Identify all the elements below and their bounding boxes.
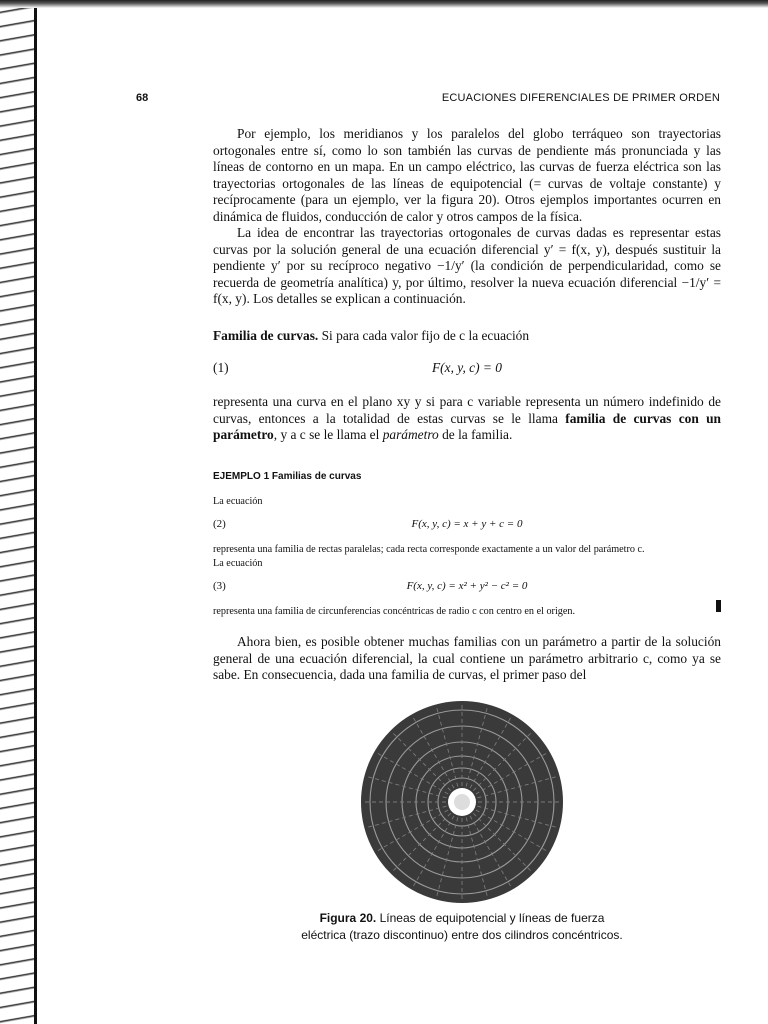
definition-block <box>213 394 721 444</box>
p3-text-a: representa una curva en el plano xy y si para c variable representa un número indefinido de curvas, entonces a la totalidad de estas curvas se le llama <box>213 394 721 426</box>
equation-formula-1: F(x, y, c) = 0 <box>431 360 502 375</box>
paragraph-3 <box>213 394 721 444</box>
caption-line-1: Líneas de equipotencial y líneas de fuerza <box>376 911 605 925</box>
familia-heading: Familia de curvas. <box>213 328 319 343</box>
p3-bold-term: familia de curvas con un parámetro <box>213 410 721 442</box>
p3-italic-term: parámetro <box>382 427 439 442</box>
body-text-block <box>213 126 721 308</box>
example-intro-2: La ecuación <box>213 558 263 569</box>
equation-number-1: (1) <box>213 360 229 375</box>
end-of-example-mark <box>716 600 721 612</box>
caption-line-2: eléctrica (trazo discontinuo) entre dos cilindros concéntricos. <box>301 928 623 942</box>
running-title: ECUACIONES DIFERENCIALES DE PRIMER ORDEN <box>441 92 720 104</box>
equation-formula-2: F(x, y, c) = x + y + c = 0 <box>411 518 523 530</box>
paragraph-1: Por ejemplo, los meridianos y los paralelos del globo terráqueo son trayectorias ortogonales entre sí, como lo son también las curvas de pendiente más pronunciada y las líneas de contorno en un mapa. En un campo eléctrico, las curvas de fuerza eléctrica son las trayectorias ortogonales de las líneas de equipotencial (= curvas de voltaje constante) y recíprocamente (para un ejemplo, ver la figura 20). Otros ejemplos importantes ocurren en dinámica de fluidos, conducción de calor y otros campos de la física. <box>213 126 721 224</box>
running-header <box>136 92 720 108</box>
figure-caption <box>260 910 664 944</box>
equation-formula-3: F(x, y, c) = x² + y² − c² = 0 <box>406 580 528 592</box>
familia-heading-line <box>213 328 721 345</box>
p3-text-b: , y a c se le llama el <box>273 427 383 442</box>
familia-paragraph <box>213 328 721 345</box>
page-number: 68 <box>136 92 149 104</box>
familia-text: Si para cada valor fijo de c la ecuación <box>318 328 530 343</box>
equation-number-3: (3) <box>213 580 226 592</box>
p3-text-c: de la familia. <box>438 427 513 442</box>
example-title: EJEMPLO 1 Familias de curvas <box>213 471 362 482</box>
page-top-edge <box>0 0 768 8</box>
equation-2 <box>213 518 721 536</box>
paragraph-2: La idea de encontrar las trayectorias ortogonales de curvas dadas es representar estas curvas por la solución general de una ecuación diferencial y′ = f(x, y), después sustituir la pendiente y′ por su recíproco negativo −1/y′ (la condición de perpendicularidad, como se recuerda de geometría analítica) y, por último, resolver la nueva ecuación diferencial −1/y′ = f(x, y). Los detalles se explican a continuación. <box>213 225 721 306</box>
inner-cylinder-core <box>454 794 470 810</box>
figure-label: Figura 20. <box>319 911 377 925</box>
example-after-eq3: representa una familia de circunferencias concéntricas de radio c con centro en el origen. <box>213 606 576 617</box>
closing-paragraph-block <box>213 634 721 684</box>
example-intro: La ecuación <box>213 496 263 507</box>
paragraph-4: Ahora bien, es posible obtener muchas familias con un parámetro a partir de la solución general de una ecuación diferencial, la cual contiene un parámetro arbitrario c, como ya se sabe. En consecuencia, dada una familia de curvas, el primer paso del <box>213 634 721 682</box>
equation-3 <box>213 580 721 598</box>
equation-number-2: (2) <box>213 518 226 530</box>
page-binding-edge <box>0 0 37 1024</box>
figure-20-concentric-cylinders <box>358 698 566 906</box>
equation-1 <box>213 360 721 378</box>
example-after-eq2: representa una familia de rectas paralelas; cada recta corresponde exactamente a un valor del parámetro c. <box>213 544 645 555</box>
